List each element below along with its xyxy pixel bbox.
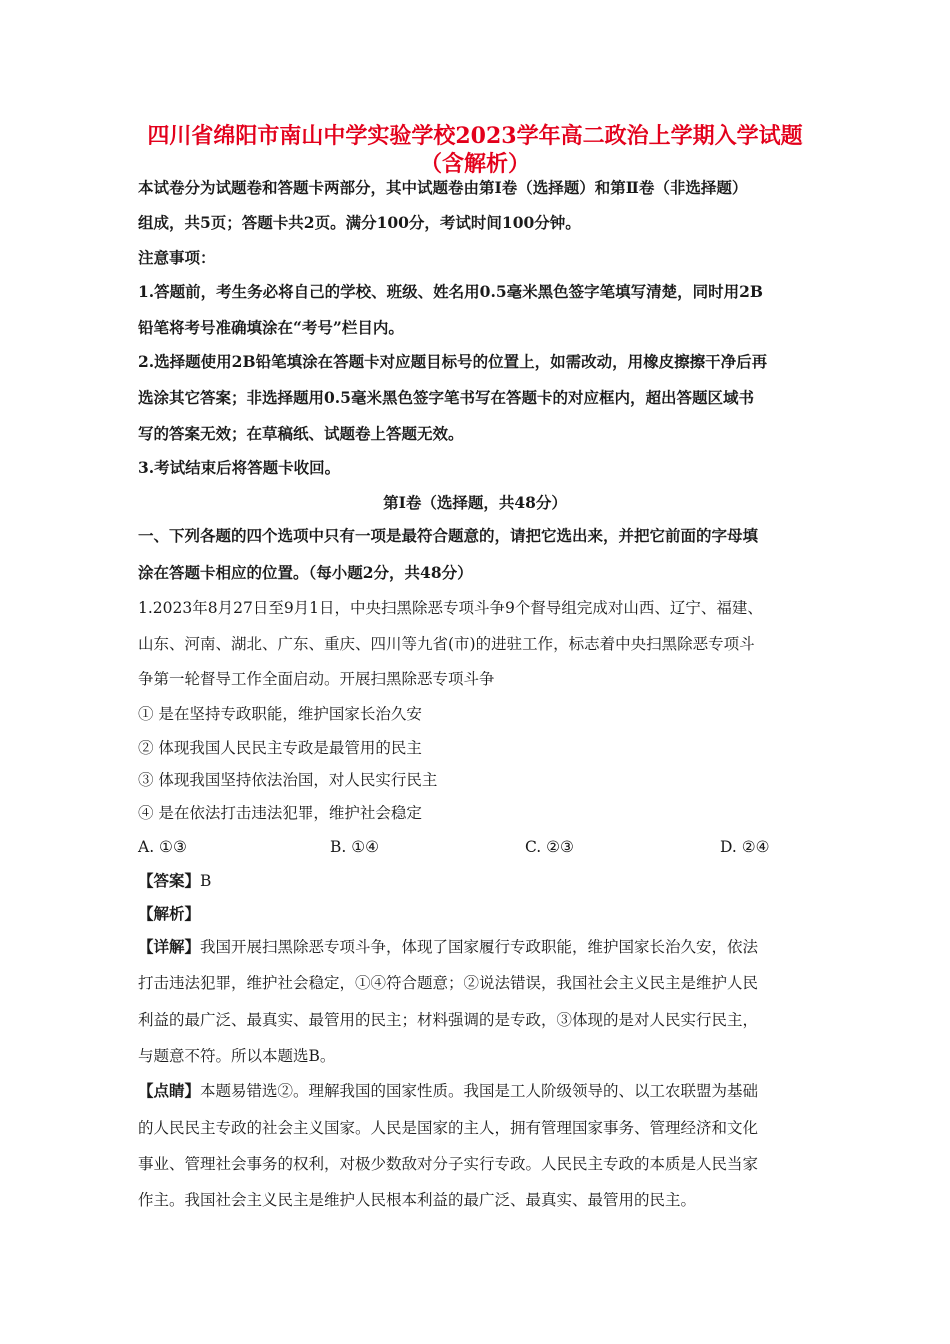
notice-heading: 注意事项： bbox=[138, 248, 216, 267]
question-1-option-a: A. ①③ bbox=[138, 838, 187, 856]
document-title: 四川省绵阳市南山中学实验学校2023学年高二政治上学期入学试题 bbox=[147, 123, 803, 149]
tip-line-3: 事业、管理社会事务的权利，对极少数敌对分子实行专政。人民民主专政的本质是人民当家 bbox=[138, 1155, 759, 1173]
section-title: 第Ⅰ卷（选择题，共48分） bbox=[383, 493, 567, 512]
detail-text-1: 我国开展扫黑除恶专项斗争，体现了国家履行专政职能，维护国家长治久安，依法 bbox=[200, 938, 759, 956]
question-1-option-d: D. ②④ bbox=[720, 838, 770, 856]
notice-item-1-line-2: 铅笔将考号准确填涂在“考号”栏目内。 bbox=[138, 318, 404, 337]
document-title-suffix: （含解析） bbox=[419, 151, 530, 177]
detail-line-1 bbox=[138, 935, 828, 959]
detail-line-4: 与题意不符。所以本题选B。 bbox=[138, 1047, 336, 1065]
notice-item-1-line-1: 1.答题前，考生务必将自己的学校、班级、姓名用0.5毫米黑色签字笔填写清楚，同时用2B bbox=[138, 282, 764, 301]
notice-item-3: 3.考试结束后将答题卡收回。 bbox=[138, 458, 341, 477]
question-1-statement-4: ④ 是在依法打击违法犯罪，维护社会稳定 bbox=[138, 804, 422, 822]
answer-label: 【答案】 bbox=[138, 871, 201, 890]
tip-text-1: 本题易错选②。理解我国的国家性质。我国是工人阶级领导的、以工农联盟为基础 bbox=[200, 1082, 759, 1100]
tip-line-2: 的人民民主专政的社会主义国家。人民是国家的主人，拥有管理国家事务、管理经济和文化 bbox=[138, 1119, 759, 1137]
notice-item-2-line-1: 2.选择题使用2B铅笔填涂在答题卡对应题目标号的位置上，如需改动，用橡皮擦擦干净后再 bbox=[138, 352, 768, 371]
question-1-option-c: C. ②③ bbox=[525, 838, 574, 856]
question-1-statement-1: ① 是在坚持专政职能，维护国家长治久安 bbox=[138, 705, 422, 723]
tip-line-4: 作主。我国社会主义民主是维护人民根本利益的最广泛、最真实、最管用的民主。 bbox=[138, 1191, 697, 1209]
question-1-answer bbox=[138, 869, 828, 893]
intro-line-2: 组成，共5页；答题卡共2页。满分100分，考试时间100分钟。 bbox=[138, 213, 581, 232]
question-1-stem-line-1: 1.2023年8月27日至9月1日，中央扫黑除恶专项斗争9个督导组完成对山西、辽宁、福建、 bbox=[138, 599, 763, 617]
answer-value: B bbox=[200, 872, 212, 890]
notice-item-2-line-2: 选涂其它答案；非选择题用0.5毫米黑色签字笔书写在答题卡的对应框内，超出答题区域书 bbox=[138, 388, 754, 407]
question-1-stem-line-3: 争第一轮督导工作全面启动。开展扫黑除恶专项斗争 bbox=[138, 670, 495, 688]
section-instruction-line-1: 一、下列各题的四个选项中只有一项是最符合题意的，请把它选出来，并把它前面的字母填 bbox=[138, 526, 759, 545]
tip-label: 【点睛】 bbox=[138, 1081, 201, 1100]
analysis-label: 【解析】 bbox=[138, 904, 201, 923]
detail-label: 【详解】 bbox=[138, 937, 201, 956]
question-1-stem-line-2: 山东、河南、湖北、广东、重庆、四川等九省(市)的进驻工作，标志着中央扫黑除恶专项斗 bbox=[138, 635, 755, 653]
notice-item-2-line-3: 写的答案无效；在草稿纸、试题卷上答题无效。 bbox=[138, 424, 464, 443]
question-1-statement-2: ② 体现我国人民民主专政是最管用的民主 bbox=[138, 739, 422, 757]
detail-line-2: 打击违法犯罪，维护社会稳定，①④符合题意；②说法错误，我国社会主义民主是维护人民 bbox=[138, 974, 759, 992]
tip-line-1 bbox=[138, 1079, 828, 1103]
intro-line-1: 本试卷分为试题卷和答题卡两部分，其中试题卷由第Ⅰ卷（选择题）和第Ⅱ卷（非选择题） bbox=[138, 178, 748, 197]
section-instruction-line-2: 涂在答题卡相应的位置。（每小题2分，共48分） bbox=[138, 563, 473, 582]
detail-line-3: 利益的最广泛、最真实、最管用的民主；材料强调的是专政，③体现的是对人民实行民主， bbox=[138, 1011, 759, 1029]
question-1-option-b: B. ①④ bbox=[330, 838, 380, 856]
question-1-statement-3: ③ 体现我国坚持依法治国，对人民实行民主 bbox=[138, 771, 438, 789]
